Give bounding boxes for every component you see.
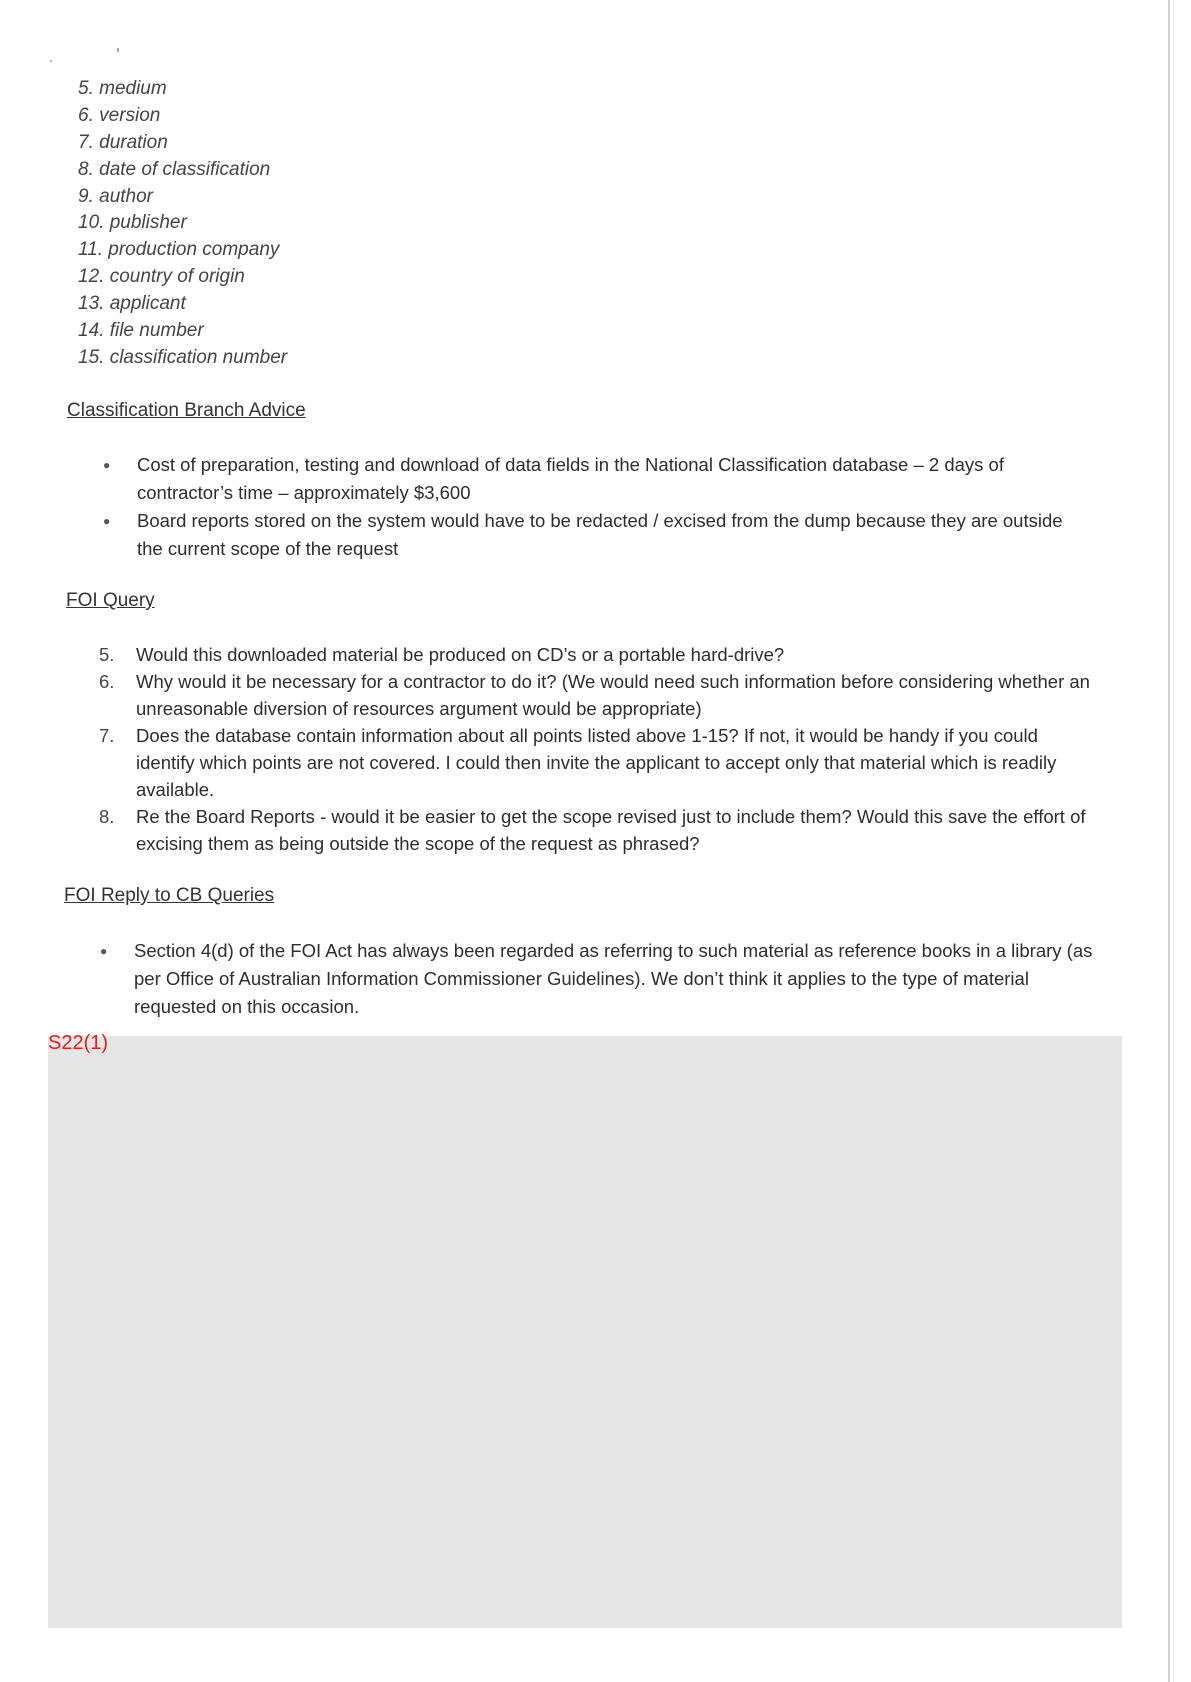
- query-number: 6.: [99, 671, 115, 692]
- query-number: 5.: [99, 644, 115, 665]
- redaction-block: [48, 1036, 1122, 1628]
- foi-reply-bullets: [100, 937, 1094, 1021]
- query-text: Why would it be necessary for a contractor to do it? (We would need such information before considering whether an unreasonable diversion of resources argument would be appropriate): [136, 671, 1090, 719]
- bullet-text: Cost of preparation, testing and download of data fields in the National Classification database – 2 days of contractor’s time – approximately $3,600: [137, 454, 1004, 503]
- field-list-item: 10. publisher: [78, 212, 187, 234]
- section-heading-cb-advice: Classification Branch Advice: [67, 400, 306, 421]
- page-edge-line: [1168, 0, 1170, 1682]
- foi-query-list: [99, 641, 1096, 857]
- page-edge-line-faint: [1173, 0, 1174, 1682]
- query-item: [99, 722, 1096, 803]
- field-list-item: 15. classification number: [78, 346, 288, 368]
- query-item: [99, 803, 1096, 857]
- query-text: Re the Board Reports - would it be easier to get the scope revised just to include them? Would this save the effort of excising them as being outside the scope of the request as phrased?: [136, 806, 1086, 854]
- bullet-icon: ●: [103, 514, 111, 528]
- data-fields-list: [78, 76, 287, 372]
- bullet-item: [100, 937, 1094, 1021]
- query-number: 8.: [99, 806, 115, 827]
- field-list-item: 8. date of classification: [78, 158, 271, 180]
- query-text: Does the database contain information about all points listed above 1-15? If not, it would be handy if you could identify which points are not covered. I could then invite the applicant to accept only that material which is readily available.: [136, 725, 1057, 800]
- field-list-item: 9. author: [78, 185, 153, 207]
- field-list-item: 14. file number: [78, 320, 204, 342]
- redaction-exemption-label: S22(1): [48, 1032, 109, 1054]
- field-list-item: 11. production company: [78, 239, 280, 261]
- field-list-item: 5. medium: [78, 78, 167, 99]
- scan-speck: [50, 60, 52, 62]
- bullet-icon: ●: [100, 944, 108, 958]
- bullet-text: Board reports stored on the system would have to be redacted / excised from the dump because they are outside the current scope of the request: [137, 510, 1063, 559]
- field-list-item: 12. country of origin: [78, 266, 245, 288]
- bullet-item: [103, 451, 1085, 507]
- query-item: [99, 641, 1096, 668]
- query-item: [99, 668, 1096, 722]
- field-list-item: 13. applicant: [78, 293, 186, 315]
- section-heading-foi-query: FOI Query: [66, 590, 155, 611]
- query-text: Would this downloaded material be produced on CD’s or a portable hard-drive?: [136, 644, 785, 665]
- section-heading-foi-reply: FOI Reply to CB Queries: [64, 885, 275, 906]
- bullet-text: Section 4(d) of the FOI Act has always been regarded as referring to such material as reference books in a library (as per Office of Australian Information Commissioner Guidelines). We don’t think it applies to the type of material requested on this occasion.: [134, 940, 1093, 1017]
- bullet-item: [103, 507, 1085, 563]
- bullet-icon: ●: [103, 458, 111, 472]
- field-list-item: 6. version: [78, 104, 161, 126]
- cb-advice-bullets: [103, 451, 1085, 563]
- query-number: 7.: [99, 725, 115, 746]
- field-list-item: 7. duration: [78, 131, 168, 153]
- scan-speck: [117, 48, 119, 52]
